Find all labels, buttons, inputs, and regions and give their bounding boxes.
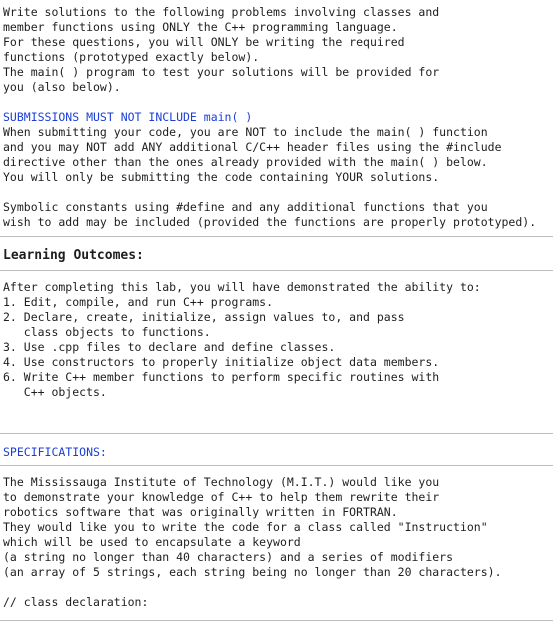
submissions-line-2: and you may NOT add ANY additional C/C++ header files using the #include [3, 140, 502, 154]
outcome-item-4: 4. Use constructors to properly initialize object data members. [3, 355, 440, 369]
intro-line-2: member functions using ONLY the C++ programming language. [3, 20, 398, 34]
outcome-item-6: 6. Write C++ member functions to perform specific routines with [3, 370, 440, 384]
intro-line-3: For these questions, you will ONLY be writing the required [3, 35, 405, 49]
intro-line-5: The main( ) program to test your solutions will be provided for [3, 65, 440, 79]
spec-line-7: (an array of 5 strings, each string being no longer than 20 characters). [3, 565, 502, 579]
spec-line-3: robotics software that was originally written in FORTRAN. [3, 505, 398, 519]
symbolic-line-2: wish to add may be included (provided the functions are properly prototyped). [3, 215, 537, 229]
outcome-item-3: 3. Use .cpp files to declare and define classes. [3, 340, 336, 354]
submissions-line-3: directive other than the ones already provided with the main( ) below. [3, 155, 488, 169]
section-divider [0, 236, 553, 237]
learning-intro: After completing this lab, you will have demonstrated the ability to: [3, 280, 481, 294]
spec-line-1: The Mississauga Institute of Technology (M.I.T.) would like you [3, 475, 440, 489]
spec-line-2: to demonstrate your knowledge of C++ to help them rewrite their [3, 490, 440, 504]
outcome-item-2: 2. Declare, create, initialize, assign values to, and pass [3, 310, 405, 324]
submissions-line-4: You will only be submitting the code containing YOUR solutions. [3, 170, 440, 184]
section-divider [0, 270, 553, 271]
spec-line-5: which will be used to encapsulate a keyword [3, 535, 301, 549]
outcome-item-1: 1. Edit, compile, and run C++ programs. [3, 295, 274, 309]
section-divider [0, 465, 553, 466]
class-declaration-comment: // class declaration: [3, 595, 149, 609]
submissions-heading: SUBMISSIONS MUST NOT INCLUDE main( ) [3, 110, 253, 124]
specifications-heading: SPECIFICATIONS: [3, 445, 107, 459]
spec-line-6: (a string no longer than 40 characters) and a series of modifiers [3, 550, 454, 564]
section-divider [0, 620, 553, 621]
section-divider [0, 433, 553, 434]
submissions-line-1: When submitting your code, you are NOT to include the main( ) function [3, 125, 488, 139]
spec-line-4: They would like you to write the code for a class called "Instruction" [3, 520, 488, 534]
symbolic-line-1: Symbolic constants using #define and any additional functions that you [3, 200, 488, 214]
outcome-item-2-cont: class objects to functions. [3, 325, 211, 339]
intro-line-4: functions (prototyped exactly below). [3, 50, 260, 64]
intro-line-6: you (also below). [3, 80, 121, 94]
outcome-item-6-cont: C++ objects. [3, 385, 107, 399]
intro-line-1: Write solutions to the following problems involving classes and [3, 5, 440, 19]
learning-outcomes-heading: Learning Outcomes: [3, 248, 144, 263]
